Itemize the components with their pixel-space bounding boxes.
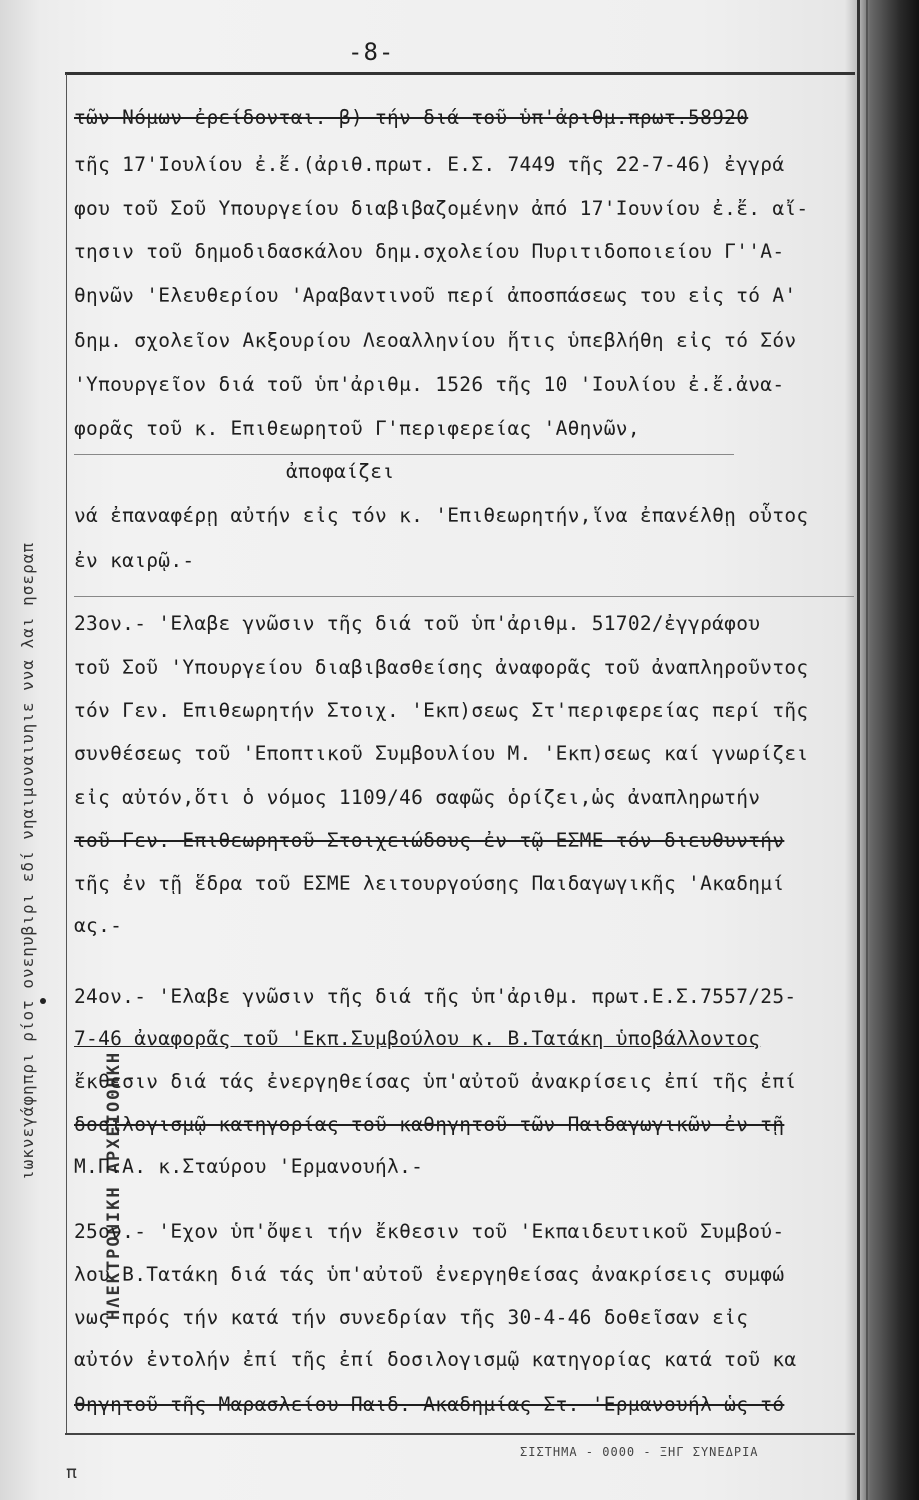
text-line: 24ον.- 'Ελαβε γνῶσιν τῆς διά τῆς ὑπ'ἀριθμ. πρωτ.Ε.Σ.7557/25- — [74, 985, 797, 1008]
text-line: νως πρός τήν κατά τήν συνεδρίαν τῆς 30-4-46 δοθεῖσαν εἰς — [74, 1306, 749, 1329]
text-line: 'Υπουργεῖον διά τοῦ ὑπ'ἀριθμ. 1526 τῆς 10 'Ιουλίου ἐ.ἔ.ἀνα- — [74, 373, 785, 396]
text-line: θηνῶν 'Ελευθερίου 'Αραβαντινοῦ περί ἀποσπάσεως του εἰς τό Α' — [74, 284, 797, 307]
text-line: τῆς 17'Ιουλίου ἐ.ἔ.(ἀριθ.πρωτ. Ε.Σ. 7449 τῆς 22-7-46) ἐγγρά — [74, 153, 785, 176]
text-line: νά ἐπαναφέρῃ αὐτήν εἰς τόν κ. 'Επιθεωρητήν,ἵνα ἐπανέλθῃ οὗτος — [74, 504, 809, 527]
text-line: 7-46 ἀναφορᾶς τοῦ 'Εκπ.Συμβούλου κ. Β.Τατάκη ὑποβάλλοντος — [74, 1027, 761, 1050]
divider — [74, 596, 854, 597]
text-line: δημ. σχολεῖον Ακξουρίου Λεοαλληνίου ἥτις ὑπεβλήθη εἰς τό Σόν — [74, 329, 797, 352]
text-line: τόν Γεν. Επιθεωρητήν Στοιχ. 'Εκπ)σεως Στ'περιφερείας περί τῆς — [74, 699, 809, 722]
text-line: λου Β.Τατάκη διά τάς ὑπ'αὐτοῦ ἐνεργηθείσας ἀνακρίσεις συμφώ — [74, 1263, 785, 1286]
footer-stamp: ΣΙΣΤΗΜΑ - 0000 - ΞΗΓ ΣΥΝΕΔΡΙΑ — [520, 1445, 759, 1459]
text-line: εἰς αὐτόν,ὅτι ὁ νόμος 1109/46 σαφῶς ὁρίζει,ὡς ἀναπληρωτήν — [74, 786, 761, 809]
text-line: δοσιλογισμῷ κατηγορίας τοῦ καθηγητοῦ τῶν Παιδαγωγικῶν ἐν τῇ — [74, 1113, 785, 1136]
top-rule — [65, 72, 855, 75]
text-line: 23ον.- 'Ελαβε γνῶσιν τῆς διά τοῦ ὑπ'ἀριθμ. 51702/ἐγγράφου — [74, 612, 761, 635]
text-line: τῆς ἐν τῇ ἕδρα τοῦ ΕΣΜΕ λειτουργούσης Παιδαγωγικῆς 'Ακαδημί — [74, 872, 785, 895]
text-line: 25ον.- 'Εχον ὑπ'ὄψει τήν ἔκθεσιν τοῦ 'Εκπαιδευτικοῦ Συμβού- — [74, 1220, 785, 1243]
ink-dot — [40, 998, 46, 1004]
text-line: ας.- — [74, 914, 123, 937]
decision-word: ἀποφαίζει — [286, 460, 395, 483]
archive-stamp: ΗΛΕΚΤΡΟΝΙΚΗ ΑΡΧΕΙΟΘΗΚΗ — [104, 1050, 124, 1320]
divider — [74, 454, 734, 455]
binding-edge — [857, 0, 860, 1500]
binding-edge-inner — [866, 0, 868, 1500]
text-line: τοῦ Γεν. Επιθεωρητοῦ Στοιχειώδους ἐν τῷ ΕΣΜΕ τόν διευθυντήν — [74, 829, 785, 852]
text-line: αὐτόν ἐντολήν ἐπί τῆς ἐπί δοσιλογισμῷ κατηγορίας κατά τοῦ κα — [74, 1348, 797, 1371]
text-line: φορᾶς τοῦ κ. Επιθεωρητοῦ Γ'περιφερείας 'Αθηνῶν, — [74, 417, 640, 440]
text-line: τῶν Νόμων ἐρείδονται. β) τήν διά τοῦ ὑπ'ἀριθμ.πρωτ.58920 — [74, 106, 749, 129]
margin-line — [66, 74, 67, 1434]
text-line: θηγητοῦ τῆς Μαρασλείου Παιδ. Ακαδημίας Στ. 'Ερμανουήλ ὡς τό — [74, 1393, 785, 1416]
text-line: φου τοῦ Σοῦ Υπουργείου διαβιβαζομένην ἀπό 17'Ιουνίου ἐ.ἔ. αἴ- — [74, 197, 809, 220]
text-line: τησιν τοῦ δημοδιδασκάλου δημ.σχολείου Πυριτιδοποιείου Γ''Α- — [74, 240, 785, 263]
text-line: τοῦ Σοῦ 'Υπουργείου διαβιβασθείσης ἀναφορᾶς τοῦ ἀναπληροῦντος — [74, 656, 809, 679]
text-line: Μ.Π.Α. κ.Σταύρου 'Ερμανουήλ.- — [74, 1155, 424, 1178]
bottom-rule — [65, 1433, 855, 1435]
text-line: ἔκθεσιν διά τάς ἐνεργηθείσας ὑπ'αὐτοῦ ἀνακρίσεις ἐπί τῆς ἐπί — [74, 1070, 797, 1093]
text-line: ἐν καιρῷ.- — [74, 549, 195, 572]
footer-mark: π — [66, 1462, 77, 1483]
vertical-stamp: ιωκνεγάφηπρι ρίοτ ονεηυβιρι εδί νηαιμοναιυηιε ννα λαι ησεραπ — [18, 542, 37, 1180]
page-number: -8- — [348, 38, 395, 66]
text-line: συνθέσεως τοῦ 'Εποπτικοῦ Συμβουλίου Μ. 'Εκπ)σεως καί γνωρίζει — [74, 742, 809, 765]
